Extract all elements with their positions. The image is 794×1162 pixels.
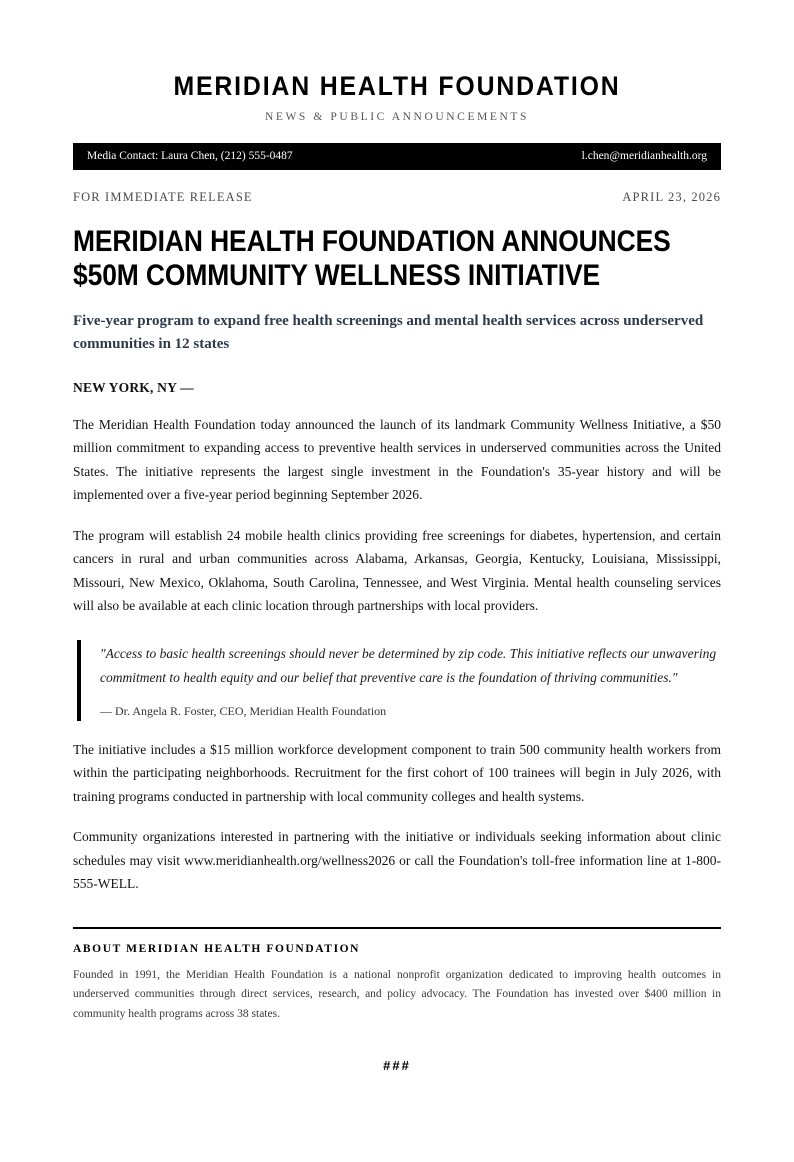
boilerplate-heading: ABOUT MERIDIAN HEALTH FOUNDATION	[73, 942, 361, 955]
pull-quote-text: "Access to basic health screenings should never be determined by zip code. This initiative reflects our unwavering commitment to health equity and our belief that preventive care is the foundation of thriving communities."	[100, 645, 717, 685]
body-paragraph: The initiative includes a $15 million workforce development component to train 500 community health workers from within the participating neighborhoods. Recruitment for the first cohort of 100 trainees will begin in July 2026, with training programs conducted in partnership with local community colleges and health systems.	[73, 741, 721, 804]
boilerplate-text: Founded in 1991, the Meridian Health Foundation is a national nonprofit organization dedicated to improving health outcomes in underserved communities through direct services, research, and policy advocacy. The Foundation has invested over $400 million in community health programs across 38 states.	[73, 968, 721, 1021]
masthead-tagline: NEWS & PUBLIC ANNOUNCEMENTS	[264, 111, 530, 124]
section-divider	[73, 927, 721, 929]
release-date: APRIL 23, 2026	[622, 190, 721, 205]
body-paragraph: The Meridian Health Foundation today announced the launch of its landmark Community Wellness Initiative, a $50 million commitment to expanding access to preventive health services in underserved communities across the United States. The initiative represents the largest single investment in the Foundation's 35-year history and will be implemented over a five-year period beginning September 2026.	[73, 416, 721, 503]
media-contact-bar	[73, 143, 721, 170]
pull-quote	[77, 640, 721, 721]
body-paragraph: The program will establish 24 mobile health clinics providing free screenings for diabetes, hypertension, and certain cancers in rural and urban communities across Alabama, Arkansas, Georgia, Kentucky, Louisiana, Mississippi, Missouri, New Mexico, Oklahoma, South Carolina, Tennessee, and West Virginia. Mental health counseling services will also be available at each clinic location through partnerships with local providers.	[73, 527, 721, 614]
media-contact-email[interactable]: l.chen@meridianhealth.org	[581, 150, 707, 163]
masthead	[73, 0, 721, 123]
organization-name: MERIDIAN HEALTH FOUNDATION	[173, 71, 621, 101]
subheadline: Five-year program to expand free health screenings and mental health services across underserved communities in 12 states	[73, 313, 704, 352]
release-status-label: FOR IMMEDIATE RELEASE	[73, 190, 253, 205]
end-mark: ###	[383, 1057, 411, 1073]
pull-quote-attribution: — Dr. Angela R. Foster, CEO, Meridian Health Foundation	[100, 703, 387, 718]
dateline: NEW YORK, NY —	[73, 379, 194, 395]
release-info-row	[73, 190, 721, 205]
media-contact-text: Media Contact: Laura Chen, (212) 555-0487	[87, 150, 293, 163]
headline: MERIDIAN HEALTH FOUNDATION ANNOUNCES $50M COMMUNITY WELLNESS INITIATIVE	[73, 225, 671, 293]
body-paragraph: Community organizations interested in partnering with the initiative or individuals seeking information about clinic schedules may visit www.meridianhealth.org/wellness2026 or call the Foundation's toll-free information line at 1-800-555-WELL.	[73, 829, 721, 892]
